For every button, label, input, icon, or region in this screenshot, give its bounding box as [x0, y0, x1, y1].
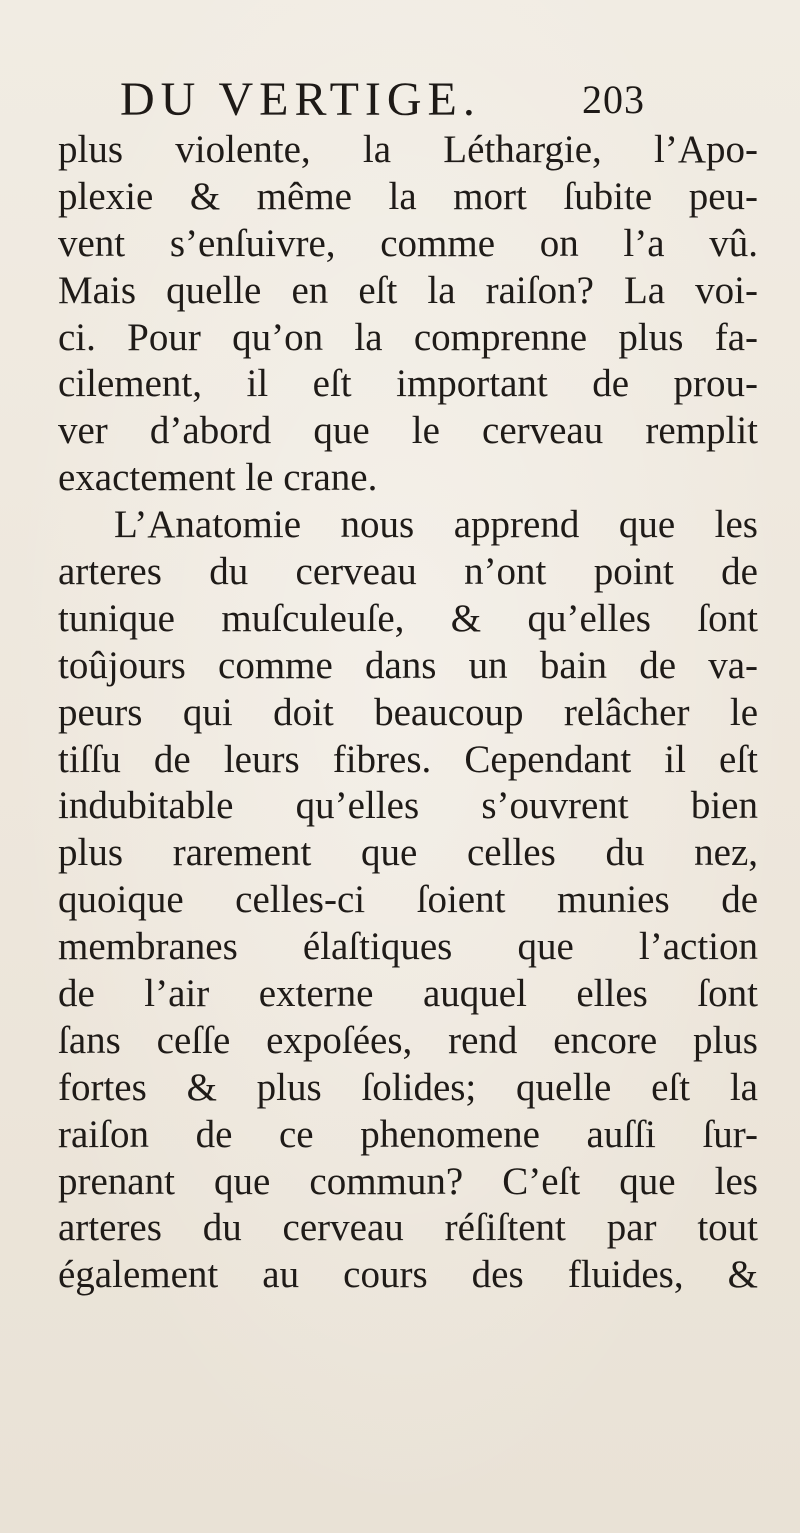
text-line: arteres du cerveau réſiſtent par tout: [58, 1206, 758, 1250]
text-line: plus violente, la Léthargie, l’Apo-: [58, 128, 758, 171]
text-line: membranes élaſtiques que l’action: [58, 925, 758, 969]
running-head: [120, 70, 720, 130]
text-line: indubitable qu’elles s’ouvrent bien: [58, 784, 758, 828]
body-text: [58, 127, 758, 1299]
text-line: vent s’enſuivre, comme on l’a vû.: [58, 221, 758, 265]
text-line: tunique muſculeuſe, & qu’elles ſont: [58, 596, 758, 640]
text-line: raiſon de ce phenomene auſſi ſur-: [58, 1112, 758, 1156]
text-line: arteres du cerveau n’ont point de: [58, 550, 758, 594]
text-line: fortes & plus ſolides; quelle eſt la: [58, 1065, 758, 1109]
paragraph-first-line: L’Anatomie nous apprend que les: [114, 503, 758, 547]
text-line: quoique celles-ci ſoient munies de: [58, 878, 758, 922]
text-line: peurs qui doit beaucoup relâcher le: [58, 690, 758, 734]
text-line: cilement, il eſt important de prou-: [58, 362, 758, 406]
page-number: 203: [582, 77, 645, 122]
running-title: DU VERTIGE.: [120, 73, 481, 126]
text-line: plexie & même la mort ſubite peu-: [58, 174, 758, 218]
text-line: de l’air externe auquel elles ſont: [58, 972, 758, 1016]
text-line: tiſſu de leurs fibres. Cependant il eſt: [58, 737, 758, 781]
text-line: ci. Pour qu’on la comprenne plus fa-: [58, 315, 758, 359]
text-line: ver d’abord que le cerveau remplit: [58, 409, 758, 453]
text-line: plus rarement que celles du nez,: [58, 831, 758, 875]
text-line: toûjours comme dans un bain de va-: [58, 643, 758, 687]
text-line: ſans ceſſe expoſées, rend encore plus: [58, 1018, 758, 1062]
text-line: également au cours des fluides, &: [58, 1253, 758, 1297]
text-line: Mais quelle en eſt la raiſon? La voi-: [58, 268, 758, 312]
text-line: exactement le crane.: [58, 456, 378, 500]
text-line: prenant que commun? C’eſt que les: [58, 1159, 758, 1203]
